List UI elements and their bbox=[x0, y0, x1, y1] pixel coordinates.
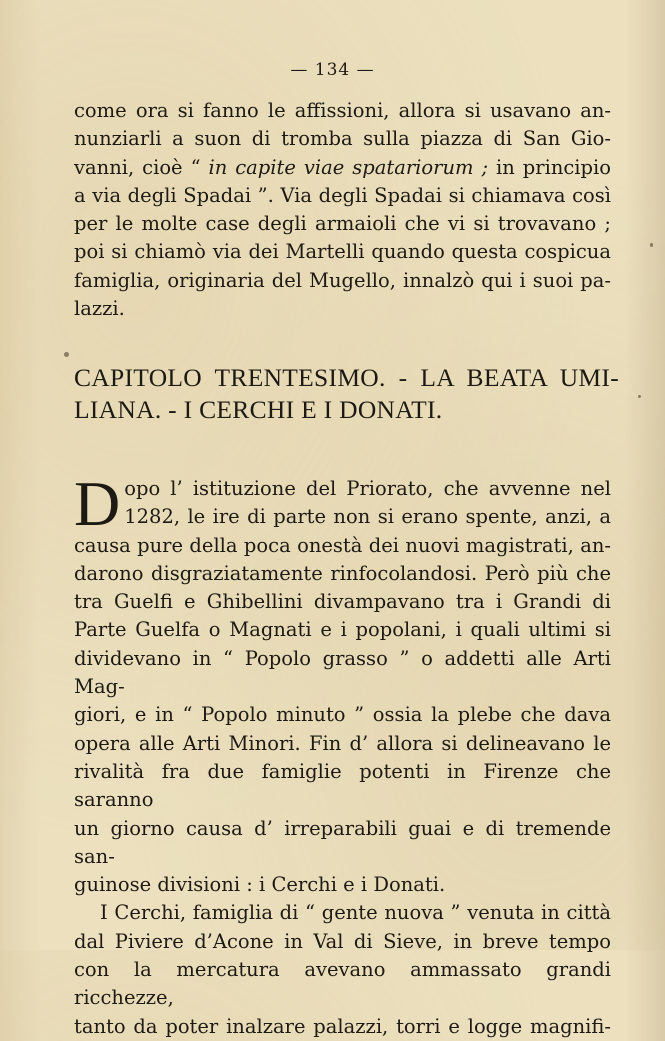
paragraph-line: dal Piviere d’Acone in Val di Sieve, in breve tempo bbox=[74, 929, 611, 953]
paper-speck bbox=[638, 395, 641, 398]
latin-quote: in capite viae spatariorum ; bbox=[208, 155, 489, 179]
line-text-before: vanni, cioè “ bbox=[74, 155, 209, 179]
paragraph-line: darono disgraziatamente rinfocolandosi. Però più che bbox=[74, 561, 611, 585]
chapter-paragraph-2 bbox=[74, 899, 611, 1040]
line-text-after: in principio bbox=[488, 155, 611, 179]
paragraph-line: un giorno causa d’ irreparabili guai e di tremende san- bbox=[74, 816, 611, 868]
paragraph-line-with-latin-quote bbox=[74, 154, 611, 182]
paragraph-line: dividevano in “ Popolo grasso ” o addetti alle Arti Mag- bbox=[74, 646, 611, 699]
paper-speck bbox=[650, 243, 653, 247]
paragraph-line: causa pure della poca onestà dei nuovi magistrati, an- bbox=[74, 533, 611, 557]
paragraph-line: tra Guelfi e Ghibellini divampavano tra i Grandi di bbox=[74, 590, 611, 614]
chapter-heading bbox=[74, 362, 619, 426]
paragraph-line: opera alle Arti Minori. Fin d’ allora si delineavano le bbox=[74, 731, 611, 755]
paragraph-line: opo l’ istituzione del Priorato, che avvenne nel bbox=[124, 477, 611, 500]
paragraph-line: Parte Guelfa o Magnati e i popolani, i quali ultimi si bbox=[74, 618, 611, 642]
drop-cap: D bbox=[74, 468, 121, 539]
paragraph-line: poi si chiamò via dei Martelli quando questa cospicua bbox=[74, 240, 611, 264]
paragraph-line: con la mercatura avevano ammassato grandi ricchezze, bbox=[74, 958, 611, 1010]
paragraph-line: per le molte case degli armaioli che vi si trovavano ; bbox=[74, 212, 611, 236]
top-paragraph bbox=[74, 97, 611, 323]
chapter-heading-line: CAPITOLO TRENTESIMO. - LA BEATA UMI- bbox=[74, 363, 619, 392]
paragraph-line: rivalità fra due famiglie potenti in Firenze che saranno bbox=[74, 759, 611, 812]
paragraph-line: 1282, le ire di parte non si erano spente, anzi, a bbox=[124, 505, 611, 529]
page-number: — 134 — bbox=[290, 60, 375, 80]
paragraph-line: come ora si fanno le affissioni, allora si usavano an- bbox=[74, 99, 611, 122]
chapter-heading-line: LIANA. - I CERCHI E I DONATI. bbox=[74, 395, 443, 424]
paragraph-line: giori, e in “ Popolo minuto ” ossia la plebe che dava bbox=[74, 703, 611, 727]
paper-speck bbox=[64, 352, 69, 357]
paragraph-line: guinose divisioni : i Cerchi e i Donati. bbox=[74, 873, 446, 897]
paragraph-line: I Cerchi, famiglia di “ gente nuova ” venuta in città bbox=[100, 901, 611, 925]
paragraph-line: lazzi. bbox=[74, 297, 125, 321]
paragraph-line: a via degli Spadai ”. Via degli Spadai si chiamava così bbox=[74, 183, 611, 207]
paragraph-line: nunziarli a suon di tromba sulla piazza di San Gio- bbox=[74, 127, 611, 151]
paragraph-line: tanto da poter inalzare palazzi, torri e logge magnifi- bbox=[74, 1014, 611, 1038]
chapter-body bbox=[74, 468, 611, 1041]
chapter-paragraph-1 bbox=[74, 468, 611, 899]
paragraph-line: famiglia, originaria del Mugello, innalzò qui i suoi pa- bbox=[74, 268, 611, 292]
